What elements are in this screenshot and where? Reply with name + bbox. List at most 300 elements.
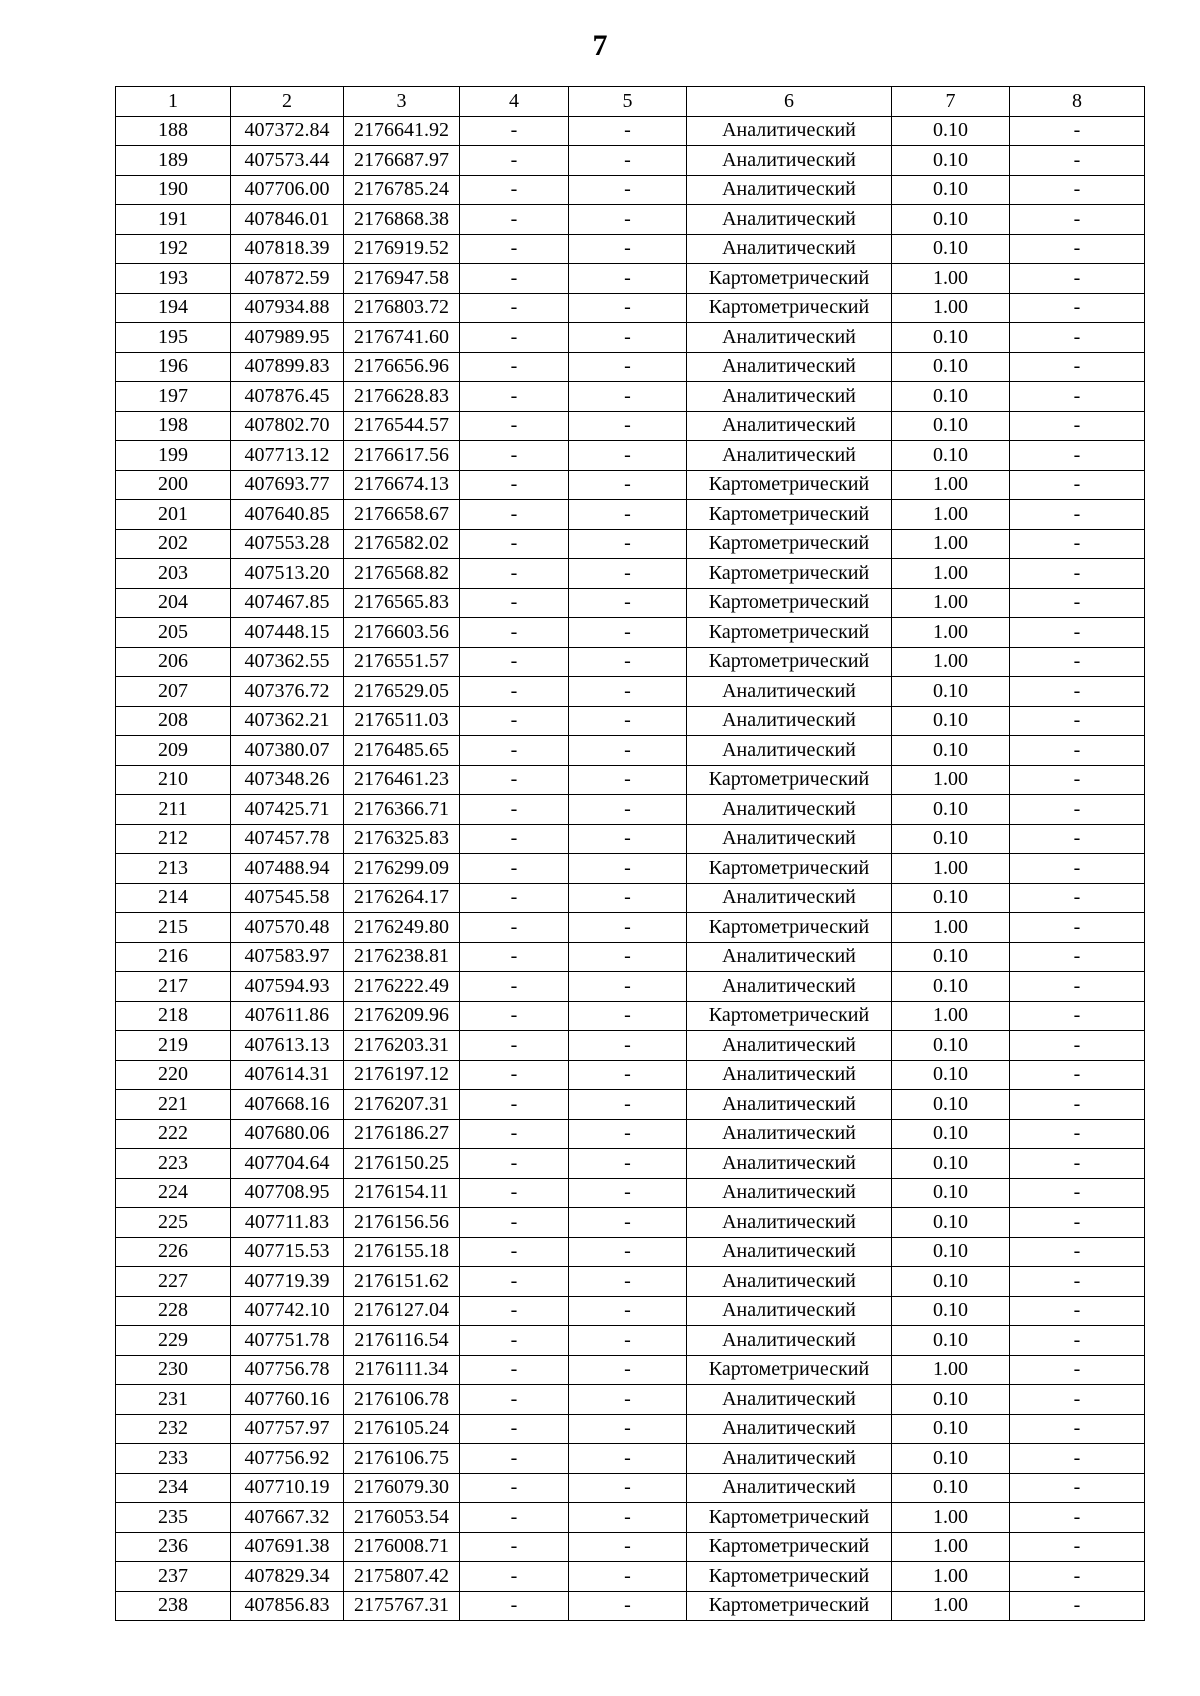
cell-col-8: - <box>1010 1296 1145 1326</box>
cell-col-8: - <box>1010 677 1145 707</box>
cell-accuracy: 0.10 <box>892 883 1010 913</box>
cell-col-8: - <box>1010 824 1145 854</box>
cell-method: Аналитический <box>687 175 892 205</box>
cell-col-4: - <box>460 618 569 648</box>
cell-accuracy: 0.10 <box>892 1090 1010 1120</box>
cell-y-coordinate: 2176008.71 <box>344 1532 460 1562</box>
cell-point-number: 222 <box>116 1119 231 1149</box>
cell-col-4: - <box>460 1326 569 1356</box>
cell-method: Картометрический <box>687 588 892 618</box>
cell-col-8: - <box>1010 234 1145 264</box>
cell-col-8: - <box>1010 1119 1145 1149</box>
cell-y-coordinate: 2176053.54 <box>344 1503 460 1533</box>
table-row <box>116 588 1145 618</box>
cell-x-coordinate: 407613.13 <box>231 1031 344 1061</box>
cell-method: Аналитический <box>687 795 892 825</box>
cell-accuracy: 0.10 <box>892 736 1010 766</box>
cell-accuracy: 0.10 <box>892 1031 1010 1061</box>
table-row <box>116 1208 1145 1238</box>
cell-col-5: - <box>569 647 687 677</box>
cell-accuracy: 0.10 <box>892 1060 1010 1090</box>
cell-method: Аналитический <box>687 323 892 353</box>
cell-method: Аналитический <box>687 1444 892 1474</box>
cell-col-5: - <box>569 411 687 441</box>
cell-col-8: - <box>1010 500 1145 530</box>
table-row <box>116 1414 1145 1444</box>
cell-accuracy: 1.00 <box>892 765 1010 795</box>
cell-point-number: 195 <box>116 323 231 353</box>
cell-y-coordinate: 2176325.83 <box>344 824 460 854</box>
cell-point-number: 218 <box>116 1001 231 1031</box>
cell-point-number: 211 <box>116 795 231 825</box>
table-row <box>116 1090 1145 1120</box>
cell-col-8: - <box>1010 529 1145 559</box>
table-row <box>116 795 1145 825</box>
cell-x-coordinate: 407934.88 <box>231 293 344 323</box>
cell-accuracy: 0.10 <box>892 1237 1010 1267</box>
table-row <box>116 175 1145 205</box>
table-row <box>116 1237 1145 1267</box>
cell-point-number: 192 <box>116 234 231 264</box>
cell-accuracy: 0.10 <box>892 972 1010 1002</box>
cell-x-coordinate: 407425.71 <box>231 795 344 825</box>
cell-col-5: - <box>569 942 687 972</box>
cell-x-coordinate: 407348.26 <box>231 765 344 795</box>
cell-point-number: 210 <box>116 765 231 795</box>
table-row <box>116 618 1145 648</box>
cell-x-coordinate: 407611.86 <box>231 1001 344 1031</box>
table-row <box>116 146 1145 176</box>
cell-y-coordinate: 2176656.96 <box>344 352 460 382</box>
cell-col-4: - <box>460 323 569 353</box>
table-row <box>116 205 1145 235</box>
cell-col-4: - <box>460 1473 569 1503</box>
cell-method: Аналитический <box>687 1326 892 1356</box>
cell-col-5: - <box>569 559 687 589</box>
table-row <box>116 736 1145 766</box>
cell-col-4: - <box>460 1208 569 1238</box>
cell-col-5: - <box>569 293 687 323</box>
cell-col-5: - <box>569 441 687 471</box>
cell-x-coordinate: 407570.48 <box>231 913 344 943</box>
cell-accuracy: 0.10 <box>892 795 1010 825</box>
cell-y-coordinate: 2176511.03 <box>344 706 460 736</box>
cell-accuracy: 0.10 <box>892 1149 1010 1179</box>
cell-method: Аналитический <box>687 352 892 382</box>
cell-col-5: - <box>569 529 687 559</box>
cell-method: Аналитический <box>687 1060 892 1090</box>
cell-col-8: - <box>1010 588 1145 618</box>
cell-accuracy: 0.10 <box>892 677 1010 707</box>
cell-accuracy: 0.10 <box>892 1444 1010 1474</box>
cell-col-4: - <box>460 116 569 146</box>
cell-col-8: - <box>1010 706 1145 736</box>
cell-method: Аналитический <box>687 1237 892 1267</box>
cell-y-coordinate: 2176658.67 <box>344 500 460 530</box>
cell-col-8: - <box>1010 736 1145 766</box>
cell-y-coordinate: 2176299.09 <box>344 854 460 884</box>
cell-point-number: 221 <box>116 1090 231 1120</box>
cell-y-coordinate: 2176568.82 <box>344 559 460 589</box>
cell-method: Аналитический <box>687 146 892 176</box>
cell-col-4: - <box>460 647 569 677</box>
cell-col-5: - <box>569 234 687 264</box>
cell-col-8: - <box>1010 1208 1145 1238</box>
cell-accuracy: 1.00 <box>892 1591 1010 1621</box>
cell-x-coordinate: 407467.85 <box>231 588 344 618</box>
cell-col-5: - <box>569 824 687 854</box>
cell-col-8: - <box>1010 1414 1145 1444</box>
cell-accuracy: 0.10 <box>892 1385 1010 1415</box>
cell-col-5: - <box>569 854 687 884</box>
cell-x-coordinate: 407876.45 <box>231 382 344 412</box>
cell-accuracy: 0.10 <box>892 382 1010 412</box>
cell-col-5: - <box>569 618 687 648</box>
cell-y-coordinate: 2176868.38 <box>344 205 460 235</box>
cell-y-coordinate: 2176111.34 <box>344 1355 460 1385</box>
cell-accuracy: 1.00 <box>892 500 1010 530</box>
cell-y-coordinate: 2176150.25 <box>344 1149 460 1179</box>
cell-accuracy: 1.00 <box>892 470 1010 500</box>
cell-col-4: - <box>460 1031 569 1061</box>
table-row <box>116 1060 1145 1090</box>
cell-method: Аналитический <box>687 411 892 441</box>
cell-col-4: - <box>460 175 569 205</box>
cell-x-coordinate: 407713.12 <box>231 441 344 471</box>
cell-col-5: - <box>569 1031 687 1061</box>
cell-accuracy: 0.10 <box>892 824 1010 854</box>
cell-accuracy: 0.10 <box>892 1473 1010 1503</box>
cell-col-4: - <box>460 293 569 323</box>
cell-col-4: - <box>460 1532 569 1562</box>
cell-col-8: - <box>1010 1060 1145 1090</box>
cell-method: Аналитический <box>687 1473 892 1503</box>
cell-y-coordinate: 2176106.78 <box>344 1385 460 1415</box>
cell-col-4: - <box>460 1562 569 1592</box>
cell-method: Картометрический <box>687 618 892 648</box>
table-row <box>116 1473 1145 1503</box>
table-row <box>116 323 1145 353</box>
cell-x-coordinate: 407756.92 <box>231 1444 344 1474</box>
cell-method: Аналитический <box>687 1178 892 1208</box>
cell-x-coordinate: 407545.58 <box>231 883 344 913</box>
cell-col-4: - <box>460 1444 569 1474</box>
cell-col-5: - <box>569 706 687 736</box>
cell-y-coordinate: 2176461.23 <box>344 765 460 795</box>
table-row <box>116 706 1145 736</box>
cell-y-coordinate: 2176947.58 <box>344 264 460 294</box>
cell-col-4: - <box>460 1503 569 1533</box>
cell-method: Аналитический <box>687 1119 892 1149</box>
cell-col-8: - <box>1010 1001 1145 1031</box>
cell-y-coordinate: 2176203.31 <box>344 1031 460 1061</box>
cell-col-4: - <box>460 500 569 530</box>
cell-point-number: 189 <box>116 146 231 176</box>
table-row <box>116 942 1145 972</box>
table-row <box>116 1149 1145 1179</box>
table-row <box>116 559 1145 589</box>
cell-col-4: - <box>460 883 569 913</box>
table-row <box>116 264 1145 294</box>
cell-point-number: 190 <box>116 175 231 205</box>
cell-method: Аналитический <box>687 234 892 264</box>
cell-method: Картометрический <box>687 1001 892 1031</box>
cell-point-number: 203 <box>116 559 231 589</box>
cell-col-5: - <box>569 1237 687 1267</box>
cell-accuracy: 0.10 <box>892 323 1010 353</box>
cell-col-4: - <box>460 264 569 294</box>
cell-y-coordinate: 2176603.56 <box>344 618 460 648</box>
cell-col-8: - <box>1010 1591 1145 1621</box>
cell-x-coordinate: 407989.95 <box>231 323 344 353</box>
cell-col-4: - <box>460 795 569 825</box>
cell-col-5: - <box>569 1444 687 1474</box>
cell-y-coordinate: 2176803.72 <box>344 293 460 323</box>
table-row <box>116 1503 1145 1533</box>
cell-col-8: - <box>1010 146 1145 176</box>
table-row <box>116 1444 1145 1474</box>
table-row <box>116 1178 1145 1208</box>
table-row <box>116 1326 1145 1356</box>
cell-col-8: - <box>1010 1503 1145 1533</box>
cell-point-number: 196 <box>116 352 231 382</box>
table-row <box>116 234 1145 264</box>
cell-point-number: 220 <box>116 1060 231 1090</box>
cell-accuracy: 0.10 <box>892 205 1010 235</box>
cell-col-5: - <box>569 883 687 913</box>
cell-col-8: - <box>1010 1031 1145 1061</box>
column-header-8: 8 <box>1010 87 1145 117</box>
cell-accuracy: 1.00 <box>892 1562 1010 1592</box>
cell-col-4: - <box>460 913 569 943</box>
cell-col-8: - <box>1010 441 1145 471</box>
cell-accuracy: 0.10 <box>892 175 1010 205</box>
cell-point-number: 200 <box>116 470 231 500</box>
cell-accuracy: 1.00 <box>892 559 1010 589</box>
cell-method: Аналитический <box>687 1090 892 1120</box>
cell-col-4: - <box>460 765 569 795</box>
table-row <box>116 677 1145 707</box>
cell-accuracy: 1.00 <box>892 1503 1010 1533</box>
cell-col-8: - <box>1010 175 1145 205</box>
cell-method: Аналитический <box>687 441 892 471</box>
cell-point-number: 236 <box>116 1532 231 1562</box>
cell-col-8: - <box>1010 1090 1145 1120</box>
cell-col-4: - <box>460 824 569 854</box>
table-row <box>116 824 1145 854</box>
cell-col-8: - <box>1010 1237 1145 1267</box>
cell-point-number: 188 <box>116 116 231 146</box>
cell-col-8: - <box>1010 795 1145 825</box>
cell-col-4: - <box>460 588 569 618</box>
cell-y-coordinate: 2176919.52 <box>344 234 460 264</box>
cell-accuracy: 0.10 <box>892 1119 1010 1149</box>
cell-x-coordinate: 407362.55 <box>231 647 344 677</box>
table-row <box>116 854 1145 884</box>
cell-point-number: 207 <box>116 677 231 707</box>
cell-col-5: - <box>569 1060 687 1090</box>
cell-method: Аналитический <box>687 972 892 1002</box>
cell-x-coordinate: 407583.97 <box>231 942 344 972</box>
cell-y-coordinate: 2176264.17 <box>344 883 460 913</box>
table-row <box>116 647 1145 677</box>
cell-point-number: 227 <box>116 1267 231 1297</box>
cell-col-4: - <box>460 1267 569 1297</box>
cell-point-number: 234 <box>116 1473 231 1503</box>
cell-accuracy: 0.10 <box>892 411 1010 441</box>
cell-col-5: - <box>569 1208 687 1238</box>
cell-method: Картометрический <box>687 913 892 943</box>
cell-col-4: - <box>460 529 569 559</box>
cell-y-coordinate: 2175767.31 <box>344 1591 460 1621</box>
cell-accuracy: 1.00 <box>892 1355 1010 1385</box>
cell-y-coordinate: 2176544.57 <box>344 411 460 441</box>
cell-col-4: - <box>460 706 569 736</box>
cell-col-5: - <box>569 470 687 500</box>
cell-point-number: 233 <box>116 1444 231 1474</box>
cell-method: Картометрический <box>687 1532 892 1562</box>
cell-point-number: 193 <box>116 264 231 294</box>
cell-point-number: 205 <box>116 618 231 648</box>
cell-col-4: - <box>460 382 569 412</box>
cell-method: Аналитический <box>687 883 892 913</box>
table-header-row <box>116 87 1145 117</box>
cell-col-8: - <box>1010 293 1145 323</box>
cell-col-5: - <box>569 382 687 412</box>
cell-x-coordinate: 407488.94 <box>231 854 344 884</box>
cell-x-coordinate: 407614.31 <box>231 1060 344 1090</box>
cell-col-4: - <box>460 1178 569 1208</box>
cell-accuracy: 0.10 <box>892 1326 1010 1356</box>
cell-x-coordinate: 407640.85 <box>231 500 344 530</box>
cell-col-5: - <box>569 1119 687 1149</box>
cell-point-number: 232 <box>116 1414 231 1444</box>
cell-accuracy: 0.10 <box>892 1414 1010 1444</box>
cell-col-5: - <box>569 1532 687 1562</box>
cell-col-5: - <box>569 588 687 618</box>
cell-method: Аналитический <box>687 1296 892 1326</box>
cell-accuracy: 1.00 <box>892 618 1010 648</box>
cell-x-coordinate: 407691.38 <box>231 1532 344 1562</box>
cell-col-5: - <box>569 500 687 530</box>
cell-accuracy: 1.00 <box>892 1532 1010 1562</box>
cell-accuracy: 1.00 <box>892 264 1010 294</box>
cell-col-5: - <box>569 1296 687 1326</box>
table-row <box>116 352 1145 382</box>
cell-method: Аналитический <box>687 942 892 972</box>
cell-col-8: - <box>1010 1444 1145 1474</box>
cell-point-number: 209 <box>116 736 231 766</box>
table-row <box>116 116 1145 146</box>
column-header-2: 2 <box>231 87 344 117</box>
column-header-5: 5 <box>569 87 687 117</box>
cell-col-5: - <box>569 1178 687 1208</box>
cell-col-8: - <box>1010 972 1145 1002</box>
cell-x-coordinate: 407372.84 <box>231 116 344 146</box>
cell-col-5: - <box>569 1326 687 1356</box>
cell-y-coordinate: 2176106.75 <box>344 1444 460 1474</box>
table-row <box>116 1562 1145 1592</box>
cell-y-coordinate: 2176687.97 <box>344 146 460 176</box>
cell-point-number: 215 <box>116 913 231 943</box>
cell-method: Картометрический <box>687 293 892 323</box>
table-row <box>116 1119 1145 1149</box>
cell-point-number: 198 <box>116 411 231 441</box>
cell-col-8: - <box>1010 1385 1145 1415</box>
cell-x-coordinate: 407380.07 <box>231 736 344 766</box>
cell-point-number: 224 <box>116 1178 231 1208</box>
cell-col-4: - <box>460 677 569 707</box>
cell-col-8: - <box>1010 382 1145 412</box>
table-row <box>116 441 1145 471</box>
cell-point-number: 226 <box>116 1237 231 1267</box>
cell-accuracy: 1.00 <box>892 647 1010 677</box>
table-row <box>116 382 1145 412</box>
cell-accuracy: 0.10 <box>892 441 1010 471</box>
cell-accuracy: 0.10 <box>892 116 1010 146</box>
cell-y-coordinate: 2176582.02 <box>344 529 460 559</box>
cell-col-8: - <box>1010 942 1145 972</box>
cell-col-5: - <box>569 146 687 176</box>
cell-col-5: - <box>569 205 687 235</box>
cell-y-coordinate: 2176617.56 <box>344 441 460 471</box>
cell-method: Аналитический <box>687 706 892 736</box>
cell-y-coordinate: 2176249.80 <box>344 913 460 943</box>
cell-point-number: 229 <box>116 1326 231 1356</box>
cell-method: Картометрический <box>687 470 892 500</box>
cell-y-coordinate: 2176741.60 <box>344 323 460 353</box>
cell-point-number: 206 <box>116 647 231 677</box>
cell-x-coordinate: 407667.32 <box>231 1503 344 1533</box>
cell-x-coordinate: 407756.78 <box>231 1355 344 1385</box>
cell-point-number: 216 <box>116 942 231 972</box>
cell-col-8: - <box>1010 765 1145 795</box>
table-row <box>116 470 1145 500</box>
table-row <box>116 293 1145 323</box>
cell-x-coordinate: 407872.59 <box>231 264 344 294</box>
cell-method: Аналитический <box>687 1031 892 1061</box>
cell-col-5: - <box>569 913 687 943</box>
cell-point-number: 208 <box>116 706 231 736</box>
cell-x-coordinate: 407757.97 <box>231 1414 344 1444</box>
cell-method: Аналитический <box>687 1208 892 1238</box>
cell-x-coordinate: 407362.21 <box>231 706 344 736</box>
cell-accuracy: 0.10 <box>892 706 1010 736</box>
cell-y-coordinate: 2176156.56 <box>344 1208 460 1238</box>
cell-y-coordinate: 2176785.24 <box>344 175 460 205</box>
cell-col-4: - <box>460 1001 569 1031</box>
cell-method: Аналитический <box>687 1267 892 1297</box>
cell-col-8: - <box>1010 1267 1145 1297</box>
cell-col-8: - <box>1010 116 1145 146</box>
cell-y-coordinate: 2176155.18 <box>344 1237 460 1267</box>
cell-col-4: - <box>460 1090 569 1120</box>
cell-x-coordinate: 407708.95 <box>231 1178 344 1208</box>
column-header-6: 6 <box>687 87 892 117</box>
cell-accuracy: 0.10 <box>892 1267 1010 1297</box>
cell-col-4: - <box>460 234 569 264</box>
cell-col-4: - <box>460 1149 569 1179</box>
cell-x-coordinate: 407680.06 <box>231 1119 344 1149</box>
table-row <box>116 529 1145 559</box>
cell-accuracy: 0.10 <box>892 942 1010 972</box>
table-row <box>116 1532 1145 1562</box>
cell-col-8: - <box>1010 647 1145 677</box>
cell-x-coordinate: 407829.34 <box>231 1562 344 1592</box>
cell-y-coordinate: 2176105.24 <box>344 1414 460 1444</box>
cell-y-coordinate: 2176186.27 <box>344 1119 460 1149</box>
cell-col-4: - <box>460 441 569 471</box>
